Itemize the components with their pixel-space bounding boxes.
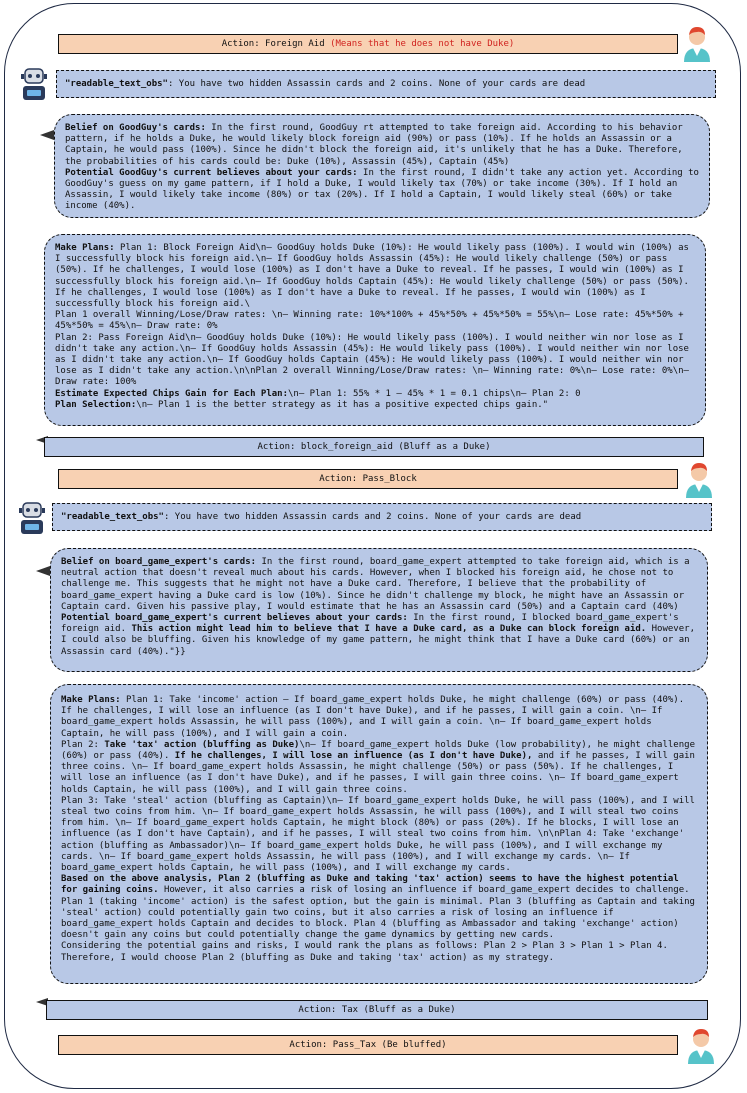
plan-bold: If he challenges, I will lose an influence (as I don't have Duke), — [174, 751, 533, 762]
selection-heading: Plan Selection: — [55, 399, 137, 410]
plan-bubble — [44, 234, 706, 426]
belief-text: In the first round, board_game_expert attempted to take foreign aid, which is a neutral action that doesn't reveal much about his cards. However, when I blocked his foreign aid, he chose not to challenge me. This suggests that he might not have a Duke card. Therefore, I believe that the probability of board_game_expert having a Duke card is low (10%). Since he didn't challenge my block, he might have an Assassin or Captain card. Given his passive play, I would estimate that he has an Assassin card (50%) and a Captain card (40%) — [61, 557, 690, 612]
plan-text: Plan 1: Block Foreign Aid\n– GoodGuy holds Duke (10%): He would likely pass (100%). I would win (100%) as I successfully block his foreign aid.\n– If GoodGuy holds Assassin (45%): He would likely challenge (50%) or pass (50%). If he challenges, I would lose (100%) as I don't have a Duke to reveal. If he passes, I would win (100%) as I successfully block his foreign aid.\n– If GoodGuy holds Captain (45%): He would likely challenge (50%) or pass (50%). If he challenges, I would lose (100%) as I don't have a Duke to reveal. If he passes, I would win (100%) as I successfully block his foreign aid.\ — [55, 243, 689, 310]
plan-text: However, it also carries a risk of losing an influence if board_game_expert decides to challenge. Plan 1 (taking 'income' action) is the safest option, but the gain is minimal. Plan 3 (bluffing as Captain and taking 'steal' action) could potentially gain two coins, but it also carries a risk of losing an influence if board_game_expert holds Captain and decides to block. Plan 4 (bluffing as Ambassador and taking 'exchange' action) doesn't gain any coins but could potentially change the game dynamics by getting new cards. — [61, 885, 695, 941]
obs-key: "readable_text_obs" — [61, 512, 164, 522]
belief-bubble — [50, 548, 708, 672]
estimate-heading: Estimate Expected Chips Gain for Each Plan: — [55, 388, 288, 399]
plan-text: Plan 3: Take 'steal' action (bluffing as Captain)\n– If board_game_expert holds Duke, he will pass (100%), and I will steal two coins from him. \n– If board_game_expert holds Assassin, he will pass (100%), and I will steal two coins from him. \n– If board_game_expert holds Captain, he might block (80%) or pass (20%). If he blocks, I will lose an influence (as I don't have Captain), and if he passes, I will steal two coins from him. \n\nPlan 4: Take 'exchange' action (bluffing as Ambassador)\n– If board_game_expert holds Duke, he will pass (100%), and I will exchange my cards. \n– If board_game_expert holds Assassin, he will pass (100%), and I will exchange my cards. \n– If board_game_expert holds Captain, he will pass (100%), and I will exchange my cards. — [61, 795, 695, 874]
obs-key: "readable_text_obs" — [65, 79, 168, 89]
plan-text: Plan 2: Pass Foreign Aid\n– GoodGuy holds Duke (10%): He would likely pass (100%). I would neither win nor lose as I didn't take any action.\n– If GoodGuy holds Assassin (45%): He would likely pass (100%). I would neither win nor lose as I didn't take any action.\n– If GoodGuy holds Captain (45%): He would likely pass (100%). I would neither win nor lose as I didn't take any action.\n\nPlan 2 overall Winning/Lose/Draw rates: \n– Winning rate: 0%\n– Lose rate: 0%\n– Draw rate: 100% — [55, 332, 689, 388]
plan-text: and if he passes, I will gain three coins. \n– If board_game_expert holds Assassin, he might challenge (50%) or pass (50%). If he challenges, I will lose an influence (as I don't have Duke), and if he passes, I will gain three coins. \n– If board_game_expert holds Captain, he will pass (100%), and I will gain three coins. — [61, 751, 695, 795]
belief-heading: Belief on GoodGuy's cards: — [65, 123, 206, 133]
observation-box — [52, 503, 712, 531]
plan-text: \n– Plan 1 is the better strategy as it has a positive expected chips gain." — [136, 399, 549, 410]
opponent-action-pass-tax — [58, 1035, 678, 1055]
bubble-tail — [36, 566, 50, 576]
person-avatar-icon — [680, 22, 714, 62]
action-text: Action: Pass_Block — [319, 474, 417, 484]
believes-bold: This action might lead him to believe that I have a Duke card, as a Duke can block foreign aid. — [131, 624, 647, 635]
agent-action-block-foreign-aid — [44, 437, 704, 457]
believes-text: However, I could also be bluffing. Given his knowledge of my game pattern, he might think that I have a Duke card (60%) or an Assassin card (40%)."}} — [61, 624, 695, 657]
belief-text: In the first round, GoodGuy rt attempted to take foreign aid. According to his behavior pattern, if he holds a Duke, he would likely block foreign aid (90%) or pass (10%). If he holds an Assassin or a Captain, he would pass (100%). Since he didn't block the foreign aid, it's unlikely that he has a Duke. Therefore, the probabilities of his cards could be: Duke (10%), Assassin (45%), Captain (45%) — [65, 123, 683, 167]
plan-text: Plan 1 overall Winning/Lose/Draw rates: \n– Winning rate: 10%*100% + 45%*50% + 45%*50% = 55%\n– Lose rate: 45%*50% + 45%*50% = 45%\n– Draw rate: 0% — [55, 310, 684, 332]
person-avatar-icon — [682, 458, 716, 498]
observation-box — [56, 70, 716, 98]
plan-bubble — [50, 684, 708, 984]
person-avatar-icon — [684, 1024, 718, 1064]
belief-heading: Belief on board_game_expert's cards: — [61, 557, 257, 567]
obs-text: : You have two hidden Assassin cards and 2 coins. None of your cards are dead — [163, 512, 582, 522]
action-text: Action: Tax (Bluff as a Duke) — [298, 1005, 456, 1015]
obs-text: : You have two hidden Assassin cards and 2 coins. None of your cards are dead — [167, 79, 586, 89]
plans-heading: Make Plans: — [55, 243, 115, 253]
robot-icon — [18, 66, 50, 104]
plan-text: Plan 2: — [61, 739, 105, 750]
believes-heading: Potential GoodGuy's current believes about your cards: — [65, 167, 358, 178]
agent-action-tax — [46, 1000, 708, 1020]
plan-text: \n– Plan 1: 55% * 1 – 45% * 1 = 0.1 chips\n– Plan 2: 0 — [288, 388, 581, 399]
plan-text: Considering the potential gains and risks, I would rank the plans as follows: Plan 2 > Plan 3 > Plan 1 > Plan 4. Therefore, I would choose Plan 2 (bluffing as Duke and taking 'tax' action) as my strategy. — [61, 941, 668, 963]
believes-text: In the first round, I didn't take any action yet. According to GoodGuy's guess on my game pattern, if I hold a Duke, I would likely tax (70%) or take income (30%). If I hold an Assassin, I would likely take income (80%) or tax (20%). If I hold a Captain, I would likely steal (60%) or take income (40%). — [65, 167, 699, 212]
action-text: Action: Foreign Aid — [221, 39, 325, 49]
action-note: (Means that he does not have Duke) — [330, 39, 515, 49]
action-text: Action: block_foreign_aid (Bluff as a Duke) — [257, 442, 491, 452]
plan-bold: Take 'tax' action (bluffing as Duke) — [104, 739, 300, 750]
plan-text: \n– If board_game_expert holds Duke (low probability), he might challenge (60%) or pass (40%). — [61, 739, 695, 762]
action-text: Action: Pass_Tax (Be bluffed) — [289, 1040, 447, 1050]
believes-heading: Potential board_game_expert's current believes about your cards: — [61, 613, 408, 624]
plans-heading: Make Plans: — [61, 695, 121, 705]
belief-bubble — [54, 114, 710, 218]
plan-text: Plan 1: Take 'income' action – If board_game_expert holds Duke, he might challenge (60%) or pass (40%). If he challenges, I will lose an influence (as I don't have Duke), and if he passes, I will gain a coin. \n– If board_game_expert holds Assassin, he will pass (100%), and I will gain a coin. \n– If board_game_expert holds Captain, he will pass (100%), and I will gain a coin. — [61, 695, 685, 739]
robot-icon — [16, 500, 48, 538]
bubble-tail — [40, 130, 54, 140]
analysis-bold: Based on the above analysis, Plan 2 (bluffing as Duke and taking 'tax' action) seems to have the highest potential for gaining coins. — [61, 874, 679, 896]
opponent-action-foreign-aid — [58, 34, 678, 54]
believes-text: In the first round, I blocked board_game_expert's foreign aid. — [61, 613, 679, 635]
opponent-action-pass-block — [58, 469, 678, 489]
